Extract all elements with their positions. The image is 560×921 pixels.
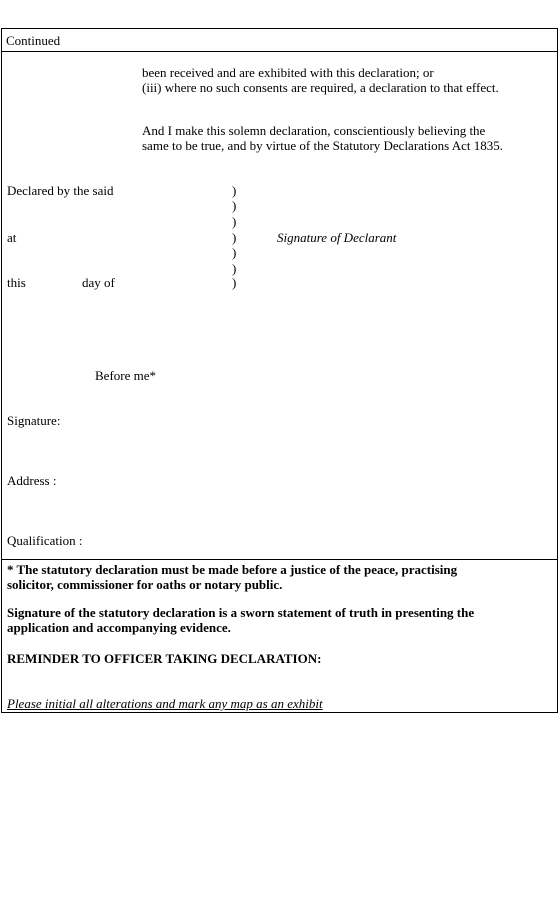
paren: )	[232, 261, 237, 276]
continued-row	[1, 28, 558, 52]
declaration-line-1: And I make this solemn declaration, conscientiously believing the	[142, 123, 486, 138]
declared-by-label: Declared by the said	[7, 183, 114, 198]
qualification-label: Qualification :	[7, 533, 83, 548]
this-label: this	[7, 275, 26, 290]
paren: )	[232, 214, 237, 229]
note-sworn-line-1: Signature of the statutory declaration is a sworn statement of truth in presenting the	[7, 605, 475, 620]
paren: )	[232, 275, 237, 290]
at-label: at	[7, 230, 17, 245]
paren: )	[232, 183, 237, 198]
notes-divider	[1, 559, 558, 560]
note-justice-line-1: * The statutory declaration must be made before a justice of the peace, practising	[7, 562, 458, 577]
body-line-2: (iii) where no such consents are required, a declaration to that effect.	[142, 80, 499, 95]
paren: )	[232, 245, 237, 260]
paren: )	[232, 198, 237, 213]
paren: )	[232, 230, 237, 245]
day-of-label: day of	[82, 275, 115, 290]
before-me-label: Before me*	[95, 368, 157, 383]
continued-label: Continued	[6, 33, 61, 48]
address-label: Address :	[7, 473, 57, 488]
body-line-1: been received and are exhibited with this declaration; or	[142, 65, 434, 80]
reminder-heading: REMINDER TO OFFICER TAKING DECLARATION:	[7, 651, 322, 666]
note-sworn-line-2: application and accompanying evidence.	[7, 620, 231, 635]
signature-label: Signature:	[7, 413, 61, 428]
note-justice-line-2: solicitor, commissioner for oaths or notary public.	[7, 577, 283, 592]
signature-of-declarant-label: Signature of Declarant	[277, 230, 397, 245]
initial-alterations-note: Please initial all alterations and mark any map as an exhibit	[7, 696, 323, 711]
declaration-line-2: same to be true, and by virtue of the Statutory Declarations Act 1835.	[142, 138, 504, 153]
